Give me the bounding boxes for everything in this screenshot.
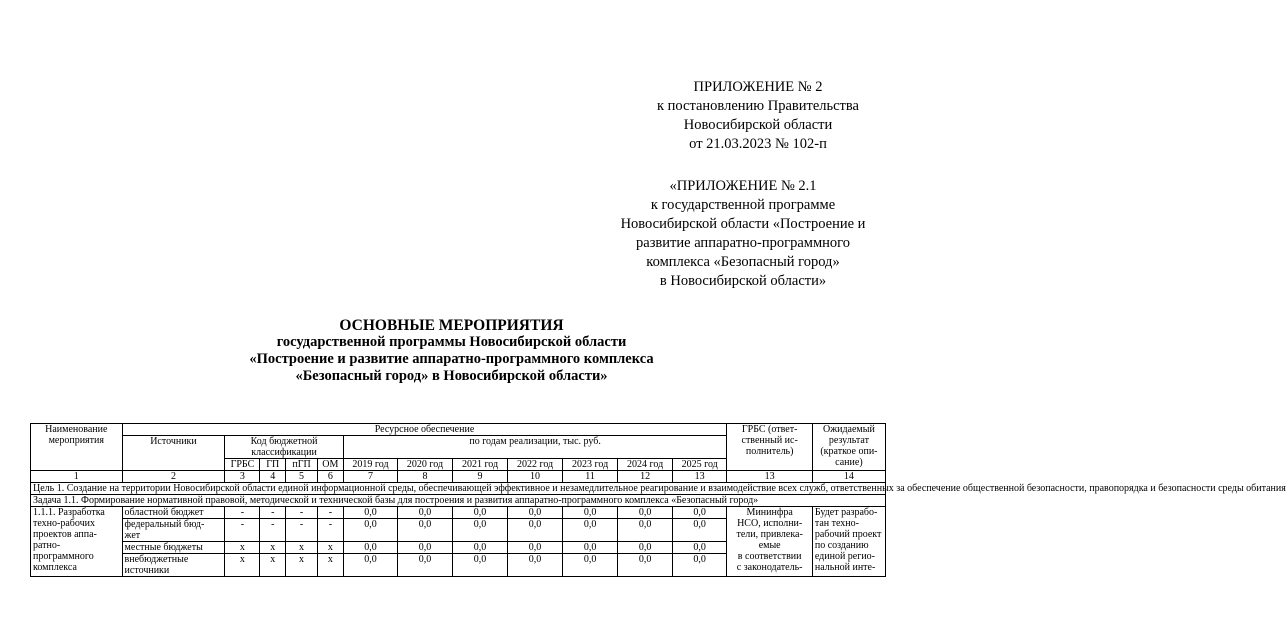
value-cell: 0,0: [618, 507, 673, 519]
source-cell: местные бюджеты: [122, 542, 225, 554]
value-cell: 0,0: [452, 519, 508, 542]
header-text: мероприятия: [48, 435, 104, 446]
header-year: 2023 год: [562, 459, 618, 471]
result-line: единой регио-: [814, 551, 876, 562]
value-cell: 0,0: [452, 554, 508, 577]
executor-line: в соответствии: [737, 551, 802, 562]
appendix-line: к постановлению Правительства: [657, 98, 859, 114]
value-cell: 0,0: [618, 519, 673, 542]
header-text: Ожидаемый: [822, 424, 875, 435]
column-number: 8: [398, 471, 453, 483]
source-line: жет: [124, 530, 141, 541]
column-number-row: [31, 471, 886, 483]
column-number: 1: [31, 471, 123, 483]
appendix-line: «ПРИЛОЖЕНИЕ № 2.1: [669, 178, 817, 194]
header-text: Код бюджетной: [250, 436, 318, 447]
appendix-line: комплекса «Безопасный город»: [646, 254, 840, 270]
source-line: внебюджетные: [124, 554, 189, 565]
header-year: 2022 год: [508, 459, 563, 471]
header-year: 2020 год: [398, 459, 453, 471]
activity-name-line: ратно-: [33, 540, 61, 551]
value-cell: 0,0: [343, 507, 398, 519]
code-cell: -: [225, 507, 260, 519]
value-cell: 0,0: [398, 542, 453, 554]
code-cell: -: [260, 507, 286, 519]
header-code: ОМ: [318, 459, 344, 471]
activity-name-line: техно-рабочих: [33, 518, 96, 529]
header-text: ственный ис-: [741, 435, 798, 446]
code-cell: -: [260, 519, 286, 542]
header-text: результат: [828, 435, 869, 446]
column-number: 9: [452, 471, 508, 483]
source-cell: областной бюджет: [122, 507, 225, 519]
value-cell: 0,0: [672, 554, 727, 577]
header-year: 2024 год: [618, 459, 673, 471]
value-cell: 0,0: [343, 554, 398, 577]
header-grbs: [727, 424, 812, 471]
code-cell: x: [286, 554, 318, 577]
header-resources: Ресурсное обеспечение: [122, 424, 727, 436]
source-cell: [122, 519, 225, 542]
executor-line: НСО, исполни-: [737, 518, 803, 529]
header-text: классификации: [251, 447, 317, 458]
source-cell: [122, 554, 225, 577]
title-line: «Безопасный город» в Новосибирской области»: [295, 368, 608, 384]
value-cell: 0,0: [343, 519, 398, 542]
expected-result: [812, 507, 885, 577]
column-number: 6: [318, 471, 344, 483]
title-main: ОСНОВНЫЕ МЕРОПРИЯТИЯ: [339, 317, 564, 334]
column-number: 11: [562, 471, 618, 483]
column-number: 5: [286, 471, 318, 483]
executor-line: Мининфра: [746, 507, 793, 518]
executor-line: тели, привлека-: [736, 529, 803, 540]
value-cell: 0,0: [343, 542, 398, 554]
value-cell: 0,0: [618, 542, 673, 554]
value-cell: 0,0: [562, 507, 618, 519]
appendix-line: развитие аппаратно-программного: [636, 235, 850, 251]
source-line: источники: [124, 565, 170, 576]
activity-name: [31, 507, 123, 577]
header-activity-name: [31, 424, 123, 471]
value-cell: 0,0: [398, 507, 453, 519]
activity-name-line: программного: [33, 551, 94, 562]
column-number: 7: [343, 471, 398, 483]
column-number: 3: [225, 471, 260, 483]
column-number: 10: [508, 471, 563, 483]
column-number: 4: [260, 471, 286, 483]
appendix-line: Новосибирской области «Построение и: [620, 216, 866, 232]
header-sources: Источники: [122, 436, 225, 471]
result-line: рабочий проект: [814, 529, 882, 540]
header-code: пГП: [286, 459, 318, 471]
header-expected-result: [812, 424, 885, 471]
activity-name-line: проектов аппа-: [33, 529, 97, 540]
activity-name-line: комплекса: [33, 562, 77, 573]
header-year: 2021 год: [452, 459, 508, 471]
code-cell: x: [225, 542, 260, 554]
header-text: (краткое опи-: [820, 446, 878, 457]
result-line: нальной инте-: [814, 562, 876, 573]
appendix-header: [618, 78, 898, 154]
executor-line: с законодатель-: [736, 562, 803, 573]
column-number: 2: [122, 471, 225, 483]
value-cell: 0,0: [508, 507, 563, 519]
activities-table: [30, 423, 1286, 577]
value-cell: 0,0: [398, 519, 453, 542]
goal-row: [31, 483, 886, 495]
code-cell: x: [260, 554, 286, 577]
value-cell: 0,0: [452, 507, 508, 519]
value-cell: 0,0: [618, 554, 673, 577]
executor-line: емые: [758, 540, 781, 551]
appendix-line: от 21.03.2023 № 102-п: [689, 136, 827, 152]
header-by-years: по годам реализации, тыс. руб.: [343, 436, 727, 459]
result-line: по созданию: [814, 540, 869, 551]
program-appendix-header: [590, 177, 896, 291]
source-line: федеральный бюд-: [124, 519, 205, 530]
appendix-line: Новосибирской области: [683, 117, 833, 133]
code-cell: -: [286, 507, 318, 519]
value-cell: 0,0: [452, 542, 508, 554]
column-number: 12: [618, 471, 673, 483]
result-line: Будет разрабо-: [814, 507, 878, 518]
header-year: 2025 год: [672, 459, 727, 471]
value-cell: 0,0: [672, 542, 727, 554]
code-cell: x: [318, 554, 344, 577]
responsible-executor: [727, 507, 812, 577]
activity-name-line: 1.1.1. Разработка: [33, 507, 105, 518]
header-code: ГП: [260, 459, 286, 471]
header-text: Наименование: [45, 424, 108, 435]
result-line: тан техно-: [814, 518, 859, 529]
value-cell: 0,0: [672, 519, 727, 542]
task-text: Задача 1.1. Формирование нормативной правовой, методической и технической базы для построения и развития аппаратно-программного комплекса «Безопасный город»: [31, 495, 886, 507]
value-cell: 0,0: [672, 507, 727, 519]
code-cell: -: [318, 519, 344, 542]
appendix-line: в Новосибирской области»: [659, 273, 827, 289]
header-year: 2019 год: [343, 459, 398, 471]
column-number: 14: [812, 471, 885, 483]
header-text: ГРБС (ответ-: [741, 424, 798, 435]
header-text: сание): [835, 457, 863, 468]
appendix-line: ПРИЛОЖЕНИЕ № 2: [693, 79, 823, 95]
value-cell: 0,0: [562, 542, 618, 554]
value-cell: 0,0: [562, 519, 618, 542]
document-title: [150, 317, 753, 385]
code-cell: x: [225, 554, 260, 577]
header-budget-code: [225, 436, 343, 459]
task-row: [31, 495, 886, 507]
code-cell: x: [318, 542, 344, 554]
value-cell: 0,0: [508, 519, 563, 542]
goal-text: Цель 1. Создание на территории Новосибирской области единой информационной среды, обеспечивающей эффективное и незамедлительное реагирование и взаимодействие всех служб, ответственных за обеспечение общественной безопасности, правопорядка и безопасности среды обитания: [31, 483, 886, 495]
value-cell: 0,0: [562, 554, 618, 577]
activity-row: [31, 507, 886, 519]
code-cell: -: [225, 519, 260, 542]
appendix-line: к государственной программе: [650, 197, 836, 213]
header-text: полнитель): [745, 446, 794, 457]
value-cell: 0,0: [398, 554, 453, 577]
code-cell: -: [286, 519, 318, 542]
column-number: 13: [727, 471, 812, 483]
value-cell: 0,0: [508, 554, 563, 577]
column-number: 13: [672, 471, 727, 483]
header-code: ГРБС: [225, 459, 260, 471]
header-row-1: [31, 424, 886, 436]
title-line: «Построение и развитие аппаратно-программного комплекса: [249, 351, 654, 367]
title-line: государственной программы Новосибирской области: [276, 334, 627, 350]
code-cell: x: [286, 542, 318, 554]
value-cell: 0,0: [508, 542, 563, 554]
code-cell: x: [260, 542, 286, 554]
code-cell: -: [318, 507, 344, 519]
